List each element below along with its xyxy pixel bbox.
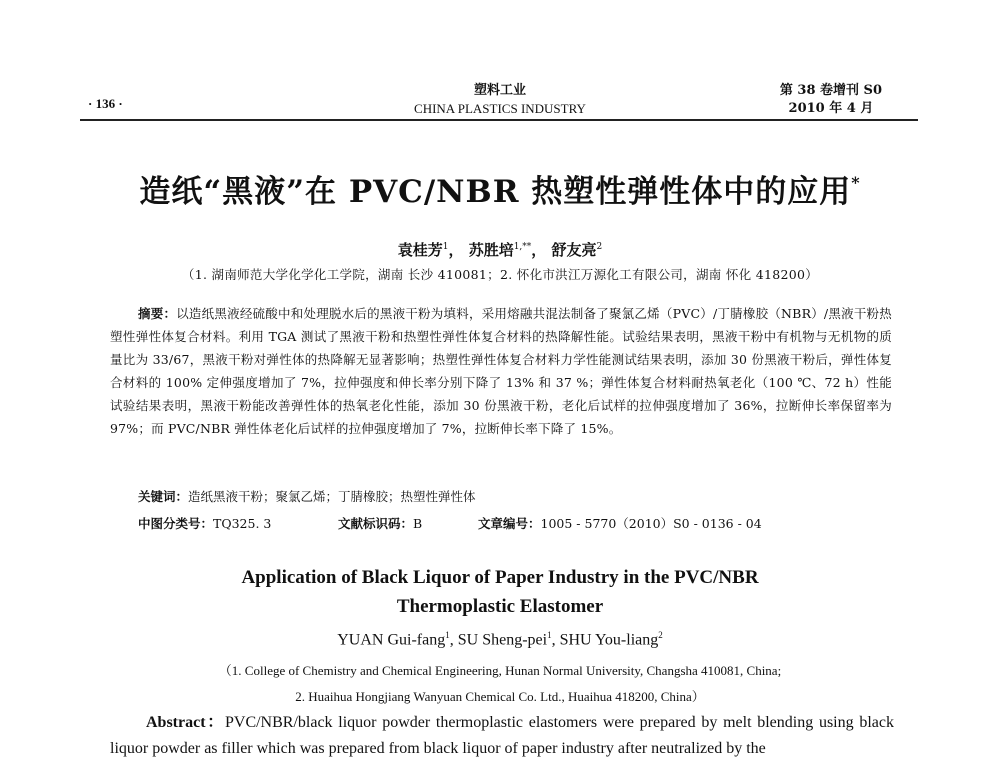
author-en-1: YUAN Gui-fang: [337, 631, 446, 649]
title-cn-text: 造纸“黑液”在 PVC/NBR 热塑性弹性体中的应用: [139, 174, 852, 210]
author-cn-3-sup: 2: [596, 242, 603, 252]
abstract-en-text: PVC/NBR/black liquor powder thermoplastic elastomers were prepared by melt blending using black liquor powder as filler which was prepared from black liquor of paper industry after neutralized by the: [110, 714, 894, 757]
affiliation-cn: （1. 湖南师范大学化学化工学院，湖南 长沙 410081；2. 怀化市洪江万源化工有限公司，湖南 怀化 418200）: [181, 267, 819, 282]
title-cn: [0, 166, 1000, 211]
journal-name: [300, 82, 700, 118]
author-cn-2: 苏胜培: [468, 241, 514, 259]
clc-value: TQ325. 3: [213, 516, 272, 531]
abstract-cn-label: 摘要：: [138, 306, 177, 321]
authors-en: YUAN Gui-fang$^1$, SU Sheng-pei$^1$, SHU You-liang$^2$: [337, 630, 663, 649]
doc-code-value: B: [413, 516, 423, 531]
journal-name-en: CHINA PLASTICS INDUSTRY: [414, 101, 586, 116]
author-en-2-sup: 1: [547, 630, 552, 640]
article-number-value: 1005 - 5770（2010）S0 - 0136 - 04: [540, 516, 762, 531]
author-cn-2-sup: 1,**: [513, 242, 532, 252]
author-en-3: SHU You-liang: [559, 631, 659, 649]
author-cn-1: 袁桂芳: [397, 241, 443, 259]
doc-code-label: 文献标识码：: [338, 516, 414, 531]
journal-name-cn: 塑料工业: [473, 83, 526, 98]
title-en-line2: Thermoplastic Elastomer: [396, 596, 604, 617]
affiliation-en-line1: （1. College of Chemistry and Chemical Engineering, Hunan Normal University, Changsha 410081, China;: [218, 663, 782, 678]
title-en: [0, 563, 1000, 621]
keywords-label: 关键词：: [138, 489, 189, 504]
issue-info: [780, 82, 882, 118]
authors-cn: 袁桂芳$^1$， 苏胜培$^{1,**}$， 舒友亮$^2$: [397, 241, 603, 259]
author-cn-1-sup: 1: [442, 242, 449, 252]
keywords-cn: [138, 487, 476, 505]
author-en-3-sup: 2: [658, 630, 663, 640]
affiliation-en: [0, 658, 1000, 710]
title-en-line1: Application of Black Liquor of Paper Industry in the PVC/NBR: [241, 567, 759, 588]
affiliation-en-line2: 2. Huaihua Hongjiang Wanyuan Chemical Co. Ltd., Huaihua 418200, China）: [295, 689, 705, 704]
keywords-text: 造纸黑液干粉；聚氯乙烯；丁腈橡胶；热塑性弹性体: [188, 489, 476, 504]
abstract-cn-text: 以造纸黑液经硫酸中和处理脱水后的黑液干粉为填料，采用熔融共混法制备了聚氯乙烯（PVC）/丁腈橡胶（NBR）/黑液干粉热塑性弹性体复合材料。利用 TGA 测试了黑液干粉和热塑性弹性体复合材料的热降解性能。试验结果表明，黑液干粉中有机物与无机物的质量比为 33/67，黑液干粉对弹性体的热降解无显著影响；热塑性弹性体复合材料力学性能测试结果表明，添加 30 份黑液干粉后，弹性体复合材料的 100% 定伸强度增加了 7%，拉伸强度和伸长率分别下降了 13% 和 37 %；弹性体复合材料耐热氧老化（100 ℃、72 h）性能试验结果表明，黑液干粉能改善弹性体的热氧老化性能，添加 30 份黑液干粉，老化后试样的拉伸强度增加了 36%，拉断伸长率保留率为 97%；而 PVC/NBR 弹性体老化后试样的拉伸强度增加了 7%，拉断伸长率下降了 15%。: [110, 306, 892, 436]
clc-label: 中图分类号：: [138, 516, 214, 531]
author-en-2: SU Sheng-pei: [457, 631, 548, 649]
title-footnote-mark: *: [851, 173, 861, 192]
author-en-1-sup: 1: [445, 630, 450, 640]
header-rule: [80, 119, 918, 121]
abstract-en: [110, 710, 894, 762]
issue-date: 2010 年 4 月: [788, 101, 874, 116]
article-number-label: 文章编号：: [478, 516, 541, 531]
author-cn-3: 舒友亮: [551, 241, 597, 259]
abstract-cn: [110, 302, 892, 440]
page-number: · 136 ·: [88, 96, 123, 111]
abstract-en-label: Abstract：: [146, 714, 225, 731]
volume-label: 第 38 卷增刊 S0: [779, 83, 882, 98]
